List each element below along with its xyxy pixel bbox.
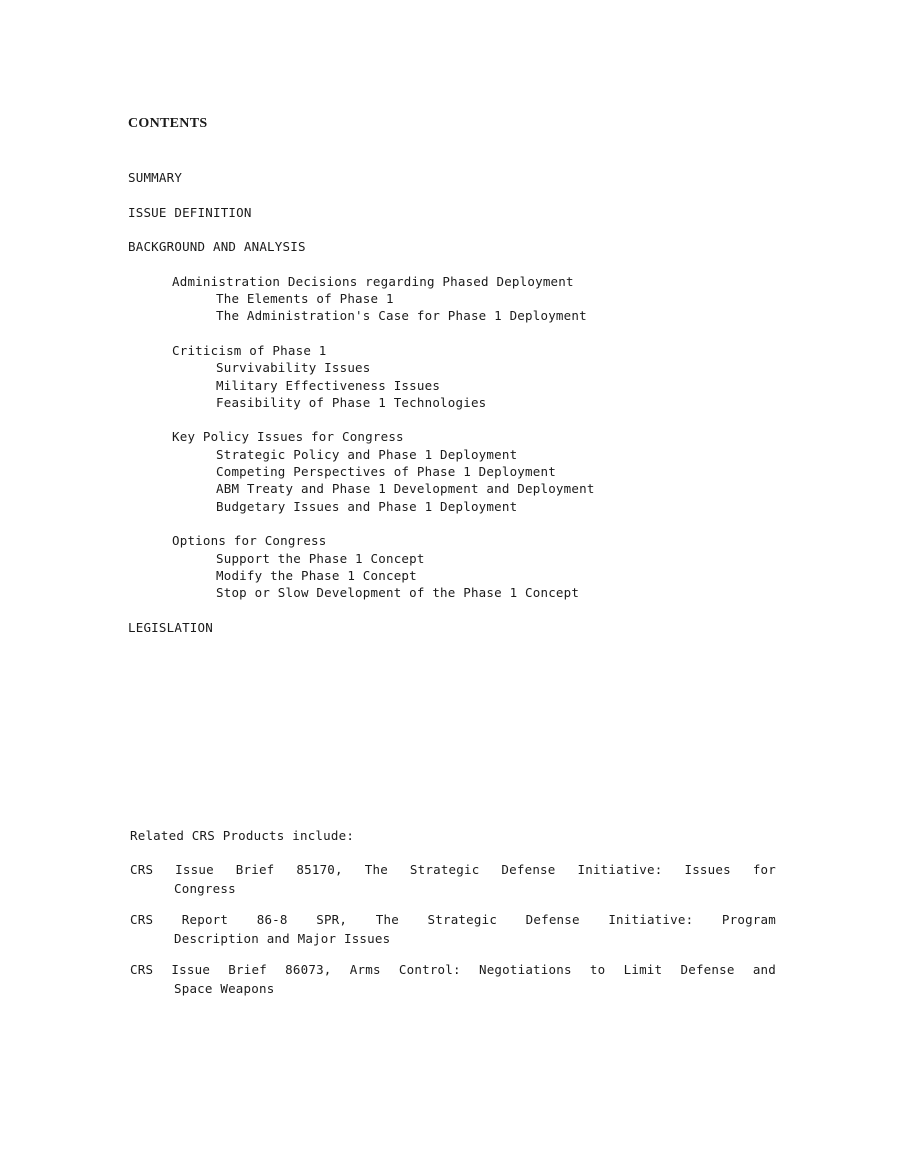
toc-subitem: ABM Treaty and Phase 1 Development and Deployment (216, 481, 595, 497)
reference-continuation: Congress (174, 880, 236, 896)
toc-group-title: Key Policy Issues for Congress (172, 429, 404, 445)
reference-line: CRS Issue Brief 86073, Arms Control: Negotiations to Limit Defense and (130, 962, 776, 978)
toc-subitem: Survivability Issues (216, 360, 371, 376)
toc-group-title: Administration Decisions regarding Phased Deployment (172, 273, 574, 289)
toc-subitem: Competing Perspectives of Phase 1 Deployment (216, 464, 556, 480)
toc-subitem: Feasibility of Phase 1 Technologies (216, 394, 487, 410)
toc-section-legislation: LEGISLATION (128, 619, 213, 635)
related-products (130, 827, 776, 1011)
toc-group-criticism (172, 342, 788, 411)
toc-section-issue-definition: ISSUE DEFINITION (128, 204, 252, 220)
toc-group-key-policy-issues (172, 428, 788, 514)
toc-section-summary: SUMMARY (128, 170, 183, 185)
related-reference (130, 861, 776, 898)
toc-group-title: Options for Congress (172, 533, 327, 549)
contents-heading: CONTENTS (128, 116, 208, 131)
toc-subitem: Modify the Phase 1 Concept (216, 567, 417, 583)
reference-continuation: Space Weapons (174, 980, 275, 996)
related-reference (130, 911, 776, 948)
toc-group-administration-decisions (172, 273, 788, 325)
toc-subitem: Budgetary Issues and Phase 1 Deployment (216, 498, 518, 514)
reference-line: CRS Report 86-8 SPR, The Strategic Defense Initiative: Program (130, 912, 776, 928)
toc-subitem: The Elements of Phase 1 (216, 291, 394, 307)
reference-line: CRS Issue Brief 85170, The Strategic Defense Initiative: Issues for (130, 862, 776, 878)
toc-subitem: Support the Phase 1 Concept (216, 550, 425, 566)
related-reference (130, 961, 776, 998)
toc-subitem: Stop or Slow Development of the Phase 1 Concept (216, 585, 580, 601)
toc-subitem: Strategic Policy and Phase 1 Deployment (216, 446, 518, 462)
toc-subitem: Military Effectiveness Issues (216, 377, 441, 393)
toc-section-background: BACKGROUND AND ANALYSIS (128, 239, 306, 255)
table-of-contents (128, 169, 788, 653)
toc-subitem: The Administration's Case for Phase 1 Deployment (216, 308, 587, 324)
reference-continuation: Description and Major Issues (174, 930, 391, 946)
related-products-intro: Related CRS Products include: (130, 828, 355, 843)
toc-group-options (172, 532, 788, 601)
toc-group-title: Criticism of Phase 1 (172, 342, 327, 358)
